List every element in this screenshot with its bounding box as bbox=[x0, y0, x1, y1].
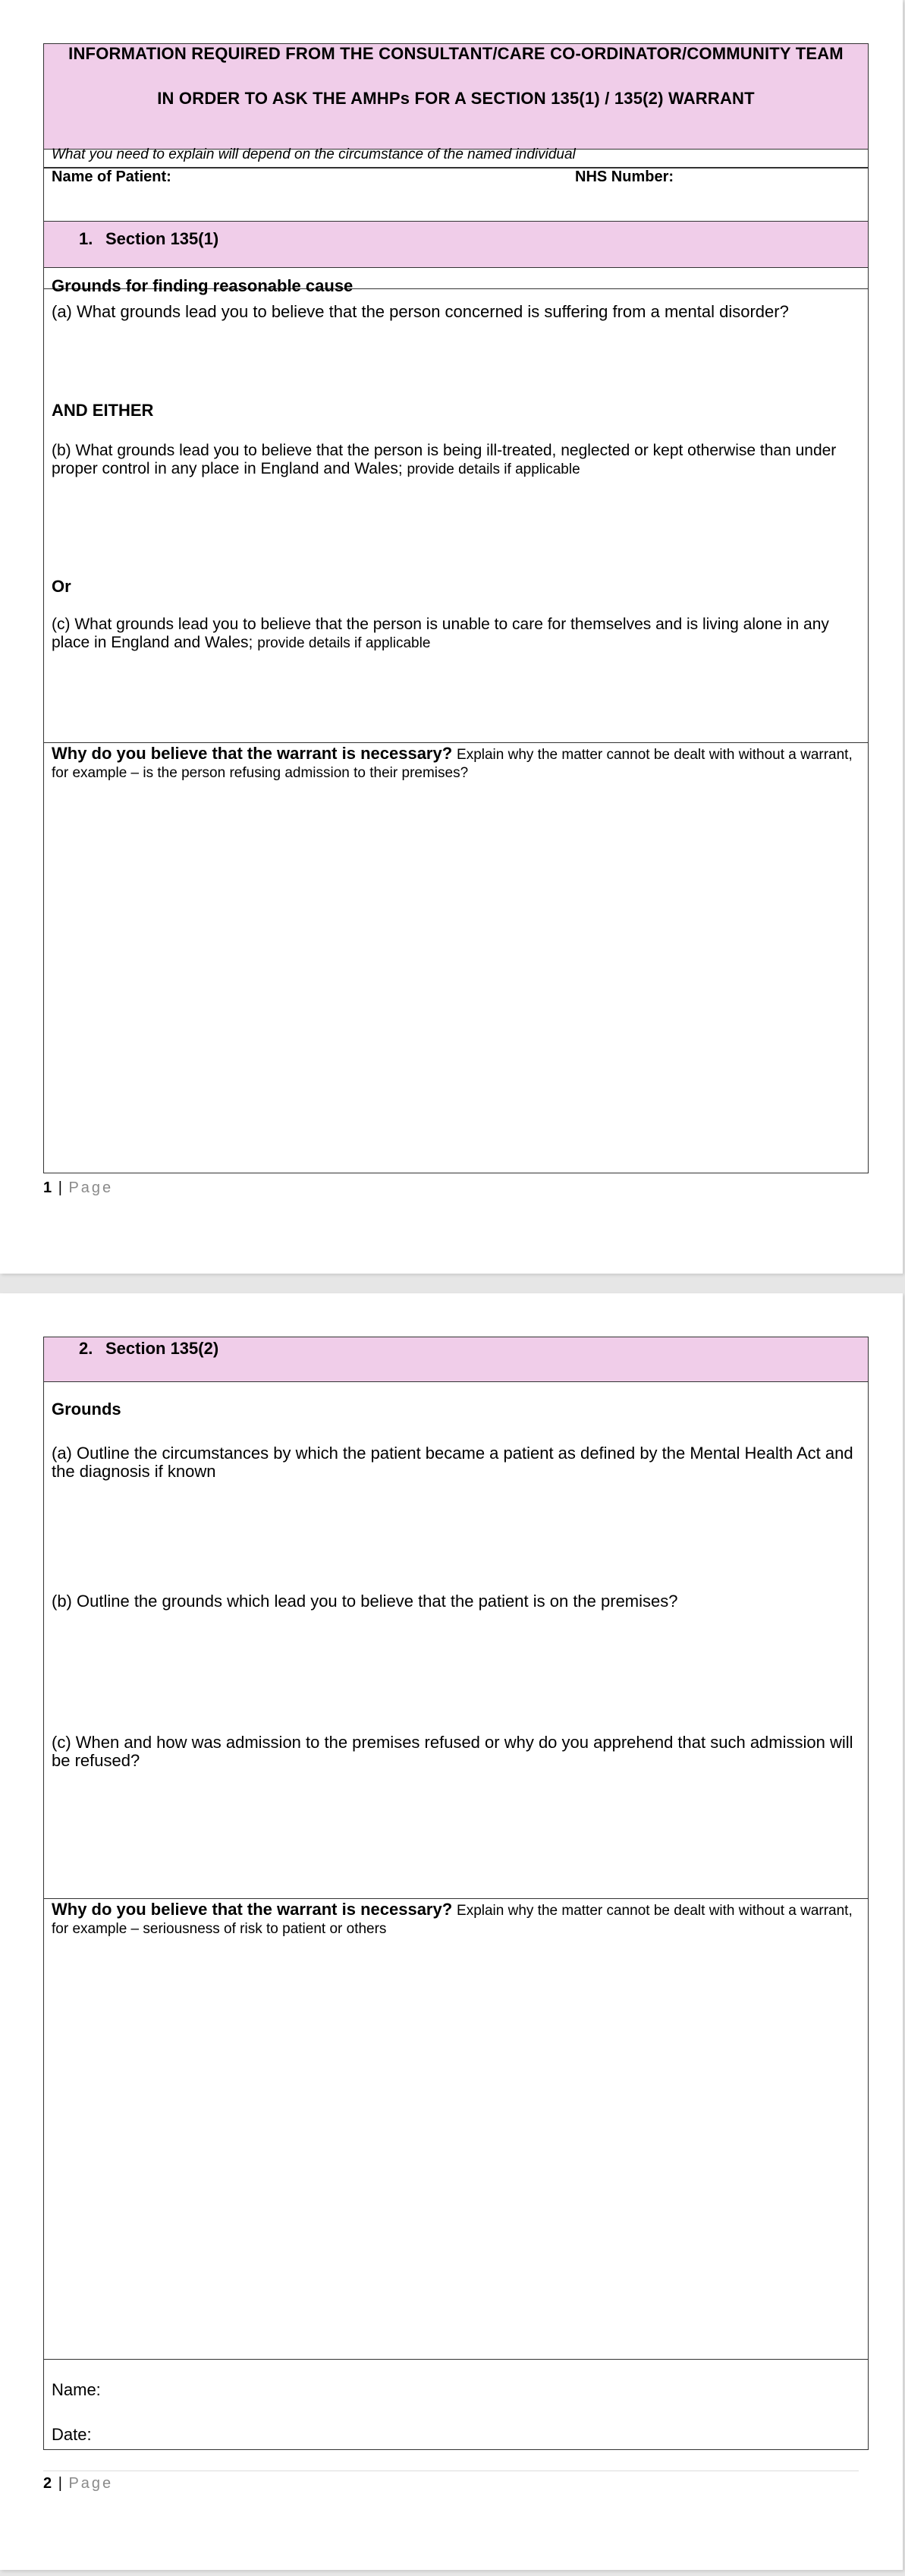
signoff-box bbox=[43, 2359, 869, 2450]
question-2c: (c) When and how was admission to the premises refused or why do you apprehend that such admission will be refused? bbox=[52, 1733, 853, 1770]
patient-name-label: Name of Patient: bbox=[52, 168, 171, 185]
nhs-number-label: NHS Number: bbox=[575, 168, 674, 185]
form-header bbox=[43, 43, 869, 150]
signoff-date-label[interactable]: Date: bbox=[52, 2425, 92, 2444]
question-1c bbox=[52, 616, 860, 652]
question-1c-text: (c) What grounds lead you to believe that the person is unable to care for themselves and is living alone in any place in England and Wales; bbox=[52, 616, 829, 651]
page-separator-2: | bbox=[58, 2475, 62, 2492]
necessity-explain-1: Explain why the matter cannot be dealt with without a warrant, for example – is the person refusing admission to their premises? bbox=[52, 747, 853, 781]
section-1-heading-bar bbox=[44, 221, 868, 268]
section-1-number: 1. bbox=[79, 229, 93, 248]
page-number-1: 1 bbox=[43, 1179, 52, 1196]
document-page-2 bbox=[0, 1293, 903, 2570]
necessity-question-1-text: Why do you believe that the warrant is necessary? bbox=[52, 744, 453, 763]
section-1-necessity-box[interactable] bbox=[43, 742, 869, 1173]
section-2-number: 2. bbox=[79, 1339, 93, 1358]
page-separator-1: | bbox=[58, 1179, 62, 1196]
page-number-2: 2 bbox=[43, 2475, 52, 2492]
or-label: Or bbox=[52, 577, 71, 596]
form-title-line-1: INFORMATION REQUIRED FROM THE CONSULTANT/CARE CO-ORDINATOR/COMMUNITY TEAM bbox=[68, 44, 844, 63]
section-2-heading-bar bbox=[43, 1337, 869, 1382]
page-word-2: Page bbox=[68, 2475, 114, 2492]
section-1-grounds-box bbox=[43, 266, 869, 743]
document-page-1 bbox=[0, 0, 903, 1274]
section-2-grounds-heading: Grounds bbox=[52, 1400, 121, 1419]
section-1-heading: Section 135(1) bbox=[105, 229, 219, 248]
question-1b-text: (b) What grounds lead you to believe that the person is being ill-treated, neglected or kept otherwise than under proper control in any place in England and Wales; bbox=[52, 442, 837, 477]
section-2-heading: Section 135(2) bbox=[105, 1339, 219, 1358]
section-2-necessity-box[interactable] bbox=[43, 1898, 869, 2360]
signoff-name-label[interactable]: Name: bbox=[52, 2380, 101, 2399]
page-1-footer bbox=[43, 1179, 113, 1197]
question-1b-note: provide details if applicable bbox=[407, 461, 580, 477]
page-2-footer bbox=[43, 2475, 113, 2493]
question-1b bbox=[52, 442, 860, 478]
page-word-1: Page bbox=[68, 1179, 114, 1196]
grounds-heading: Grounds for finding reasonable cause bbox=[52, 276, 354, 295]
question-1a: (a) What grounds lead you to believe that the person concerned is suffering from a mental disorder? bbox=[52, 302, 789, 321]
form-title-line-2: IN ORDER TO ASK THE AMHPs FOR A SECTION 135(1) / 135(2) WARRANT bbox=[157, 89, 755, 108]
necessity-question-2 bbox=[52, 1901, 860, 1938]
necessity-question-1 bbox=[52, 745, 860, 782]
section-2-grounds-box bbox=[43, 1381, 869, 1899]
necessity-explain-2: Explain why the matter cannot be dealt with without a warrant, for example – seriousness of risk to patient or others bbox=[52, 1903, 853, 1937]
question-2b: (b) Outline the grounds which lead you to believe that the patient is on the premises? bbox=[52, 1592, 678, 1611]
and-either-label: AND EITHER bbox=[52, 401, 154, 420]
intro-note: What you need to explain will depend on the circumstance of the named individual bbox=[52, 146, 576, 162]
necessity-question-2-text: Why do you believe that the warrant is necessary? bbox=[52, 1900, 453, 1919]
question-2a: (a) Outline the circumstances by which the patient became a patient as defined by the Mental Health Act and the diagnosis if known bbox=[52, 1444, 853, 1481]
question-1c-note: provide details if applicable bbox=[257, 635, 431, 651]
